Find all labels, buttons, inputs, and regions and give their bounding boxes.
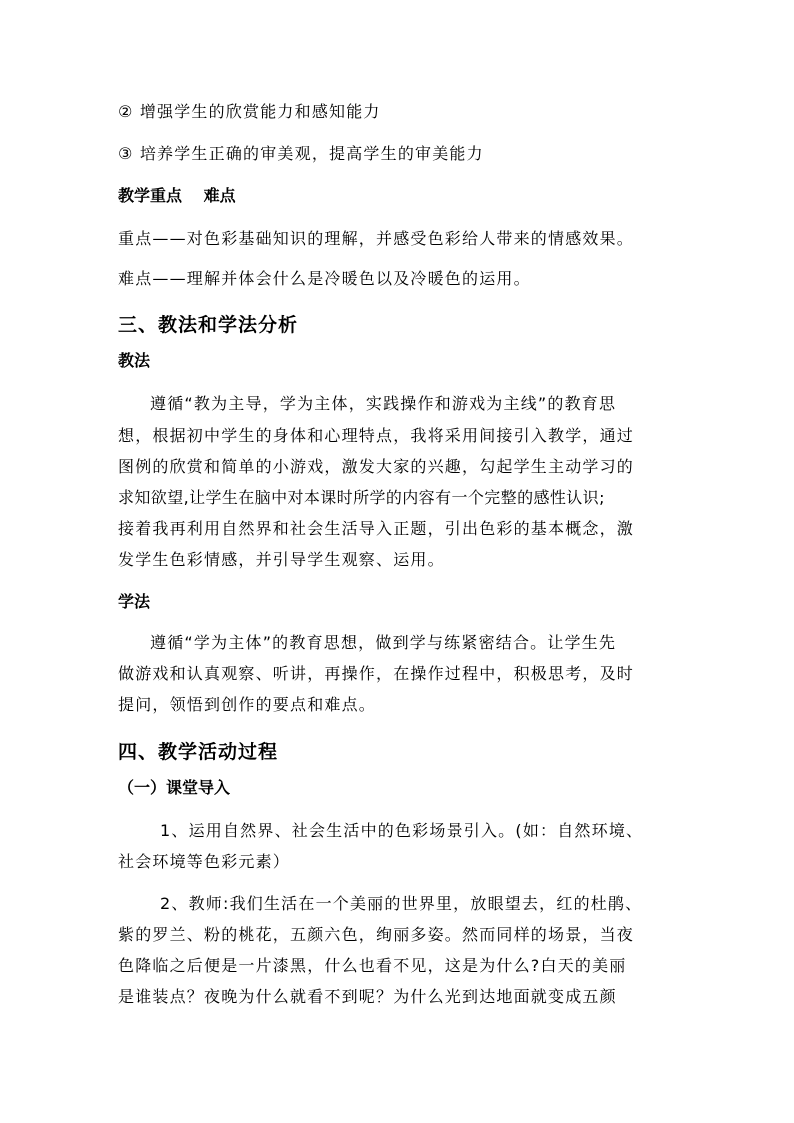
key-points-heading: 教学重点 难点 bbox=[118, 186, 236, 205]
teaching-paragraph-line: 接着我再利用自然界和社会生活导入正题，引出色彩的基本概念，激 bbox=[118, 519, 635, 538]
intro-item-2-line: 2、教师:我们生活在一个美丽的世界里，放眼望去，红的杜鹃、 bbox=[160, 894, 643, 913]
learning-method-heading: 学法 bbox=[118, 592, 151, 611]
teaching-method-heading: 教法 bbox=[118, 351, 151, 370]
learning-paragraph-line: 遵循“学为主体”的教育思想，做到学与练紧密结合。让学生先 bbox=[150, 633, 617, 652]
objective-3: ③ 培养学生正确的审美观，提高学生的审美能力 bbox=[118, 144, 484, 163]
teaching-paragraph-line: 遵循“教为主导，学为主体，实践操作和游戏为主线”的教育思 bbox=[150, 394, 617, 413]
key-point-focus: 重点——对色彩基础知识的理解，并感受色彩给人带来的情感效果。 bbox=[118, 229, 635, 248]
classroom-intro-heading: （一）课堂导入 bbox=[118, 778, 231, 797]
objective-2: ② 增强学生的欣赏能力和感知能力 bbox=[118, 102, 381, 121]
intro-item-2-line: 是谁装点？夜晚为什么就看不到呢？为什么光到达地面就变成五颜 bbox=[118, 987, 617, 1006]
intro-item-2-line: 紫的罗兰、粉的桃花，五颜六色，绚丽多姿。然而同样的场景，当夜 bbox=[118, 925, 635, 944]
learning-paragraph-line: 做游戏和认真观察、听讲，再操作，在操作过程中，积极思考，及时 bbox=[118, 664, 635, 683]
learning-paragraph-line: 提问，领悟到创作的要点和难点。 bbox=[118, 695, 377, 714]
teaching-paragraph-line: 求知欲望,让学生在脑中对本课时所学的内容有一个完整的感性认识; bbox=[118, 488, 605, 507]
key-point-difficulty: 难点——理解并体会什么是冷暖色以及冷暖色的运用。 bbox=[118, 269, 531, 288]
intro-item-1-line: 1、运用自然界、社会生活中的色彩场景引入。(如：自然环境、 bbox=[160, 821, 644, 840]
section-3-title: 三、教法和学法分析 bbox=[118, 314, 299, 336]
section-4-title: 四、教学活动过程 bbox=[118, 741, 279, 763]
teaching-paragraph-line: 想，根据初中学生的身体和心理特点，我将采用间接引入教学，通过 bbox=[118, 426, 635, 445]
teaching-paragraph-line: 图例的欣赏和简单的小游戏，激发大家的兴趣，勾起学生主动学习的 bbox=[118, 457, 635, 476]
intro-item-2-line: 色降临之后便是一片漆黑，什么也看不见，这是为什么?白天的美丽 bbox=[118, 956, 627, 975]
teaching-paragraph-line: 发学生色彩情感，并引导学生观察、运用。 bbox=[118, 550, 445, 569]
intro-item-1-line: 社会环境等色彩元素） bbox=[118, 852, 291, 871]
